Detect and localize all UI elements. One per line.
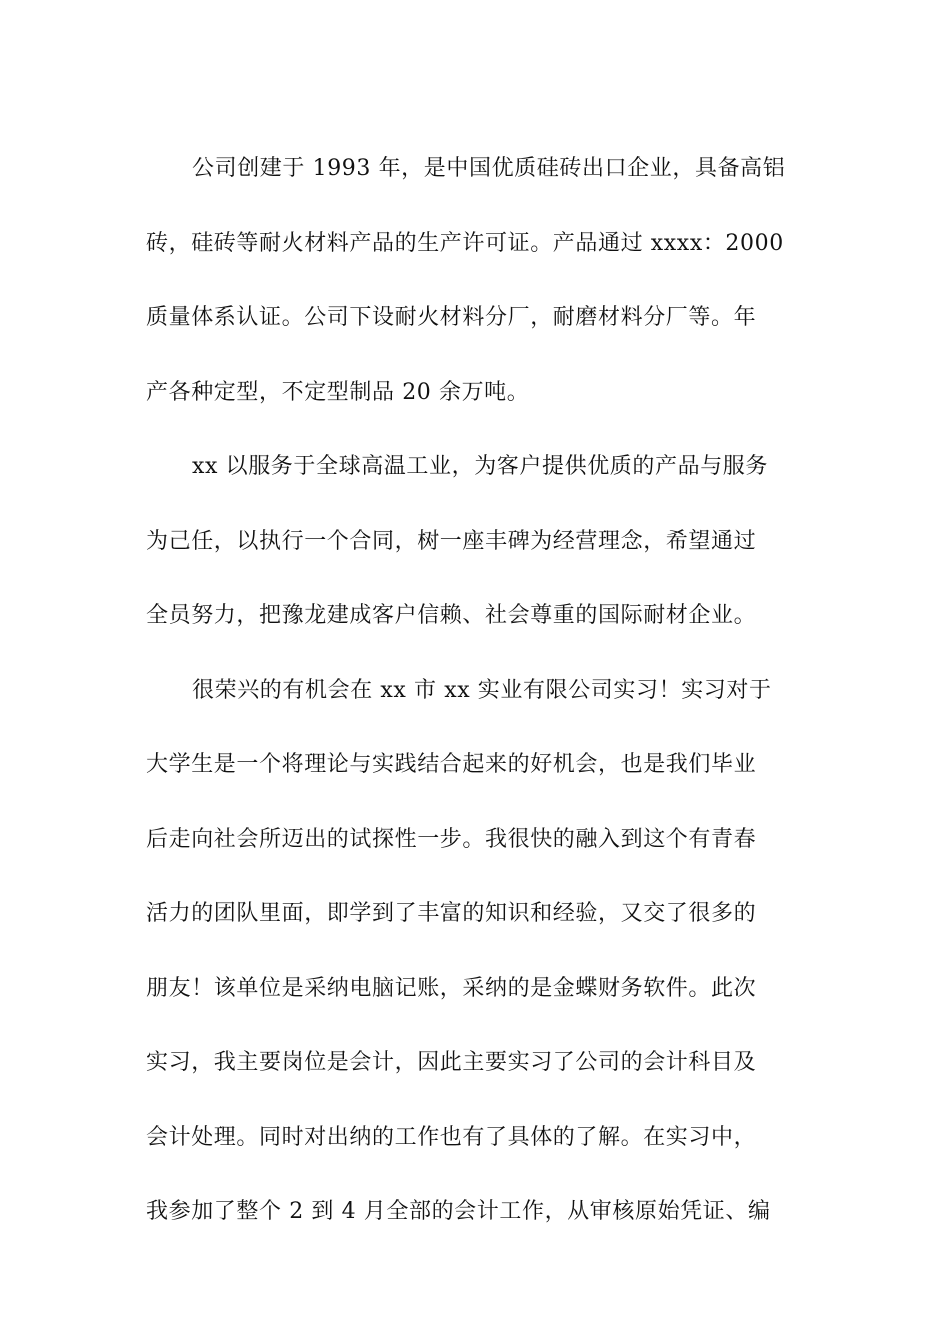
document-body [146, 132, 806, 1250]
text-line: 我参加了整个 2 到 4 月全部的会计工作，从审核原始凭证、编 [146, 1199, 771, 1224]
text-line: 很荣兴的有机会在 xx 市 xx 实业有限公司实习！实习对于 [192, 677, 772, 703]
paragraph-company-mission [146, 430, 806, 654]
text-line: 会计处理。同时对出纳的工作也有了具体的了解。在实习中， [146, 1124, 757, 1150]
text-line: 实习，我主要岗位是会计，因此主要实习了公司的会计科目及 [146, 1050, 757, 1075]
text-line: 全员努力，把豫龙建成客户信赖、社会尊重的国际耐材企业。 [146, 603, 757, 628]
text-line: 砖，硅砖等耐火材料产品的生产许可证。产品通过 xxxx：2000 [146, 230, 784, 256]
text-line: 活力的团队里面，即学到了丰富的知识和经验，又交了很多的 [146, 901, 757, 926]
text-line: 为己任，以执行一个合同，树一座丰碑为经营理念，希望通过 [146, 528, 757, 554]
paragraph-internship [146, 654, 806, 1250]
text-line: 公司创建于 1993 年，是中国优质硅砖出口企业，具备高铝 [192, 156, 786, 181]
text-line: 产各种定型，不定型制品 20 余万吨。 [146, 379, 530, 405]
text-line: 后走向社会所迈出的试探性一步。我很快的融入到这个有青春 [146, 826, 757, 852]
text-line: 朋友！该单位是采纳电脑记账，采纳的是金蝶财务软件。此次 [146, 975, 757, 1001]
text-line: 质量体系认证。公司下设耐火材料分厂，耐磨材料分厂等。年 [146, 305, 757, 330]
text-line: xx 以服务于全球高温工业，为客户提供优质的产品与服务 [192, 454, 769, 479]
text-line: 大学生是一个将理论与实践结合起来的好机会，也是我们毕业 [146, 752, 757, 777]
paragraph-company-intro [146, 132, 806, 430]
